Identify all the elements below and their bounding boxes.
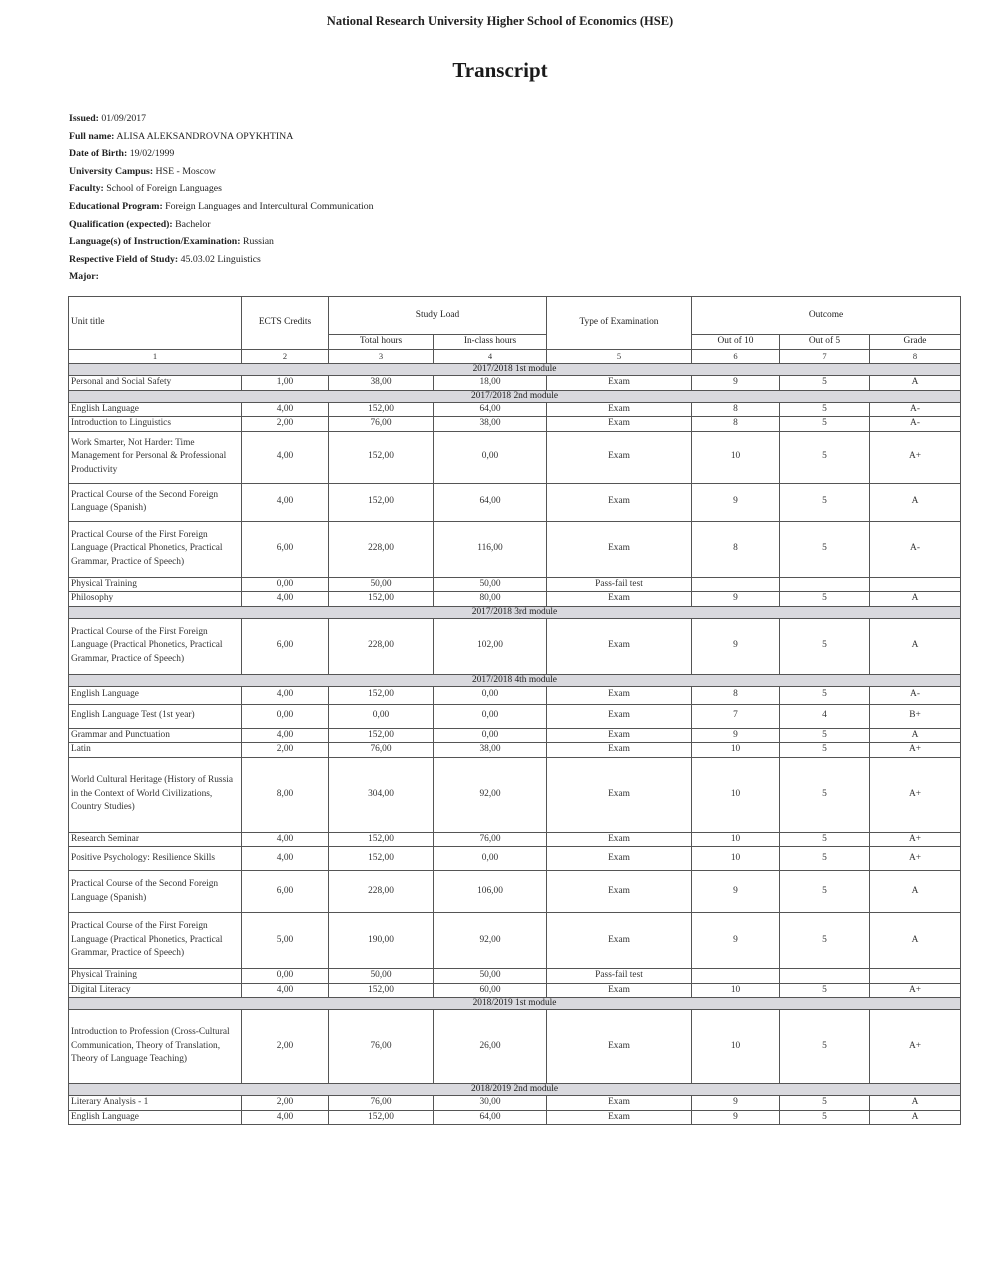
module-title: 2017/2018 1st module [69,364,961,376]
module-header-row [69,606,961,618]
exam-type: Pass-fail test [547,577,692,592]
ects-credits: 1,00 [242,376,329,391]
score-out-of-5: 5 [780,402,870,417]
ects-credits: 0,00 [242,704,329,728]
total-hours: 76,00 [329,743,434,758]
score-out-of-5: 5 [780,1010,870,1084]
ects-credits: 6,00 [242,871,329,913]
column-number: 7 [780,349,870,364]
score-out-of-5 [780,969,870,984]
score-out-of-5 [780,577,870,592]
info-value: HSE - Moscow [155,165,216,177]
table-row [69,743,961,758]
module-title: 2018/2019 2nd module [69,1084,961,1096]
grade: A- [870,521,961,577]
ects-credits: 4,00 [242,686,329,704]
inclass-hours: 64,00 [434,402,547,417]
exam-type: Exam [547,1096,692,1111]
info-value: Bachelor [175,218,211,230]
ects-credits: 2,00 [242,1096,329,1111]
info-line [69,128,374,146]
grade [870,577,961,592]
exam-type: Exam [547,1010,692,1084]
grade: A [870,1110,961,1125]
grade: A [870,592,961,607]
score-out-of-5: 5 [780,521,870,577]
table-row [69,1110,961,1125]
module-header-row [69,390,961,402]
info-line [69,251,374,269]
total-hours: 304,00 [329,757,434,832]
grade: A [870,483,961,521]
score-out-of-5: 5 [780,1110,870,1125]
header-exam-type: Type of Examination [547,297,692,350]
exam-type: Exam [547,483,692,521]
total-hours: 152,00 [329,832,434,847]
unit-title: Research Seminar [69,832,242,847]
grade: A+ [870,983,961,998]
transcript-table [68,296,961,1125]
table-row [69,483,961,521]
grade: A- [870,402,961,417]
score-out-of-10: 9 [692,1110,780,1125]
ects-credits: 5,00 [242,913,329,969]
table-row [69,969,961,984]
grade: A+ [870,1010,961,1084]
info-label: Respective Field of Study: [69,253,179,265]
grade: A [870,376,961,391]
table-row [69,417,961,432]
exam-type: Exam [547,376,692,391]
exam-type: Exam [547,1110,692,1125]
ects-credits: 6,00 [242,618,329,674]
total-hours: 38,00 [329,376,434,391]
header-unit-title: Unit title [69,297,242,350]
info-label: Major: [69,271,99,283]
exam-type: Exam [547,832,692,847]
unit-title: English Language Test (1st year) [69,704,242,728]
exam-type: Exam [547,618,692,674]
score-out-of-10: 10 [692,743,780,758]
ects-credits: 4,00 [242,832,329,847]
score-out-of-5: 5 [780,592,870,607]
unit-title: Introduction to Linguistics [69,417,242,432]
module-header-row [69,998,961,1010]
table-row [69,983,961,998]
ects-credits: 4,00 [242,1110,329,1125]
inclass-hours: 64,00 [434,1110,547,1125]
exam-type: Exam [547,983,692,998]
column-number: 2 [242,349,329,364]
info-label: Full name: [69,130,115,142]
student-info [69,110,374,286]
exam-type: Exam [547,417,692,432]
score-out-of-5: 5 [780,431,870,483]
unit-title: Physical Training [69,969,242,984]
table-row [69,577,961,592]
info-line [69,110,374,128]
module-title: 2017/2018 2nd module [69,390,961,402]
unit-title: Digital Literacy [69,983,242,998]
score-out-of-5: 5 [780,728,870,743]
score-out-of-10: 8 [692,521,780,577]
table-row [69,521,961,577]
score-out-of-10: 7 [692,704,780,728]
grade: A+ [870,743,961,758]
unit-title: Literary Analysis - 1 [69,1096,242,1111]
total-hours: 228,00 [329,618,434,674]
table-row [69,402,961,417]
table-row [69,431,961,483]
score-out-of-10: 9 [692,618,780,674]
table-row [69,847,961,871]
table-row [69,704,961,728]
total-hours: 152,00 [329,983,434,998]
total-hours: 228,00 [329,871,434,913]
header-ects: ECTS Credits [242,297,329,350]
ects-credits: 0,00 [242,969,329,984]
inclass-hours: 0,00 [434,686,547,704]
exam-type: Exam [547,686,692,704]
inclass-hours: 30,00 [434,1096,547,1111]
column-number: 5 [547,349,692,364]
score-out-of-10: 9 [692,913,780,969]
table-row [69,686,961,704]
header-inclass-hours: In-class hours [434,335,547,350]
info-label: Faculty: [69,183,104,195]
total-hours: 76,00 [329,1010,434,1084]
header-grade: Grade [870,335,961,350]
ects-credits: 4,00 [242,483,329,521]
module-header-row [69,1084,961,1096]
column-number: 8 [870,349,961,364]
ects-credits: 4,00 [242,592,329,607]
column-number: 6 [692,349,780,364]
score-out-of-10: 10 [692,757,780,832]
score-out-of-10: 10 [692,983,780,998]
unit-title: World Cultural Heritage (History of Russia in the Context of World Civilizations, Country Studies) [69,757,242,832]
unit-title: Positive Psychology: Resilience Skills [69,847,242,871]
score-out-of-5: 5 [780,618,870,674]
score-out-of-5: 5 [780,417,870,432]
score-out-of-10: 8 [692,417,780,432]
total-hours: 152,00 [329,1110,434,1125]
unit-title: English Language [69,686,242,704]
column-numbers-row [69,349,961,364]
info-label: University Campus: [69,165,154,177]
inclass-hours: 116,00 [434,521,547,577]
grade: A [870,913,961,969]
score-out-of-10: 8 [692,686,780,704]
inclass-hours: 60,00 [434,983,547,998]
grade: A+ [870,757,961,832]
unit-title: Practical Course of the Second Foreign Language (Spanish) [69,871,242,913]
module-title: 2017/2018 4th module [69,674,961,686]
score-out-of-10: 9 [692,728,780,743]
total-hours: 76,00 [329,1096,434,1111]
inclass-hours: 50,00 [434,577,547,592]
column-number: 4 [434,349,547,364]
score-out-of-5: 5 [780,832,870,847]
info-line [69,216,374,234]
inclass-hours: 0,00 [434,431,547,483]
info-line [69,233,374,251]
grade: A+ [870,832,961,847]
info-label: Language(s) of Instruction/Examination: [69,236,241,248]
ects-credits: 2,00 [242,743,329,758]
score-out-of-10 [692,577,780,592]
total-hours: 0,00 [329,704,434,728]
inclass-hours: 38,00 [434,417,547,432]
ects-credits: 2,00 [242,417,329,432]
exam-type: Exam [547,704,692,728]
info-label: Educational Program: [69,200,163,212]
table-row [69,871,961,913]
unit-title: Practical Course of the Second Foreign Language (Spanish) [69,483,242,521]
grade: A [870,871,961,913]
info-value: 19/02/1999 [129,148,175,160]
exam-type: Exam [547,431,692,483]
column-number: 3 [329,349,434,364]
total-hours: 76,00 [329,417,434,432]
ects-credits: 4,00 [242,847,329,871]
module-header-row [69,674,961,686]
inclass-hours: 0,00 [434,704,547,728]
score-out-of-10: 10 [692,847,780,871]
info-value: School of Foreign Languages [106,183,222,195]
ects-credits: 8,00 [242,757,329,832]
score-out-of-5: 5 [780,1096,870,1111]
score-out-of-5: 5 [780,913,870,969]
ects-credits: 6,00 [242,521,329,577]
unit-title: Grammar and Punctuation [69,728,242,743]
grade: A- [870,686,961,704]
grade: A [870,1096,961,1111]
table-row [69,728,961,743]
inclass-hours: 76,00 [434,832,547,847]
inclass-hours: 102,00 [434,618,547,674]
exam-type: Exam [547,871,692,913]
table-row [69,376,961,391]
unit-title: Physical Training [69,577,242,592]
unit-title: Latin [69,743,242,758]
total-hours: 152,00 [329,686,434,704]
score-out-of-5: 5 [780,376,870,391]
score-out-of-10: 10 [692,832,780,847]
inclass-hours: 18,00 [434,376,547,391]
university-name: National Research University Higher School of Economics (HSE) [326,14,674,28]
score-out-of-10: 9 [692,592,780,607]
unit-title: English Language [69,1110,242,1125]
score-out-of-10: 9 [692,1096,780,1111]
table-row [69,618,961,674]
grade: A [870,728,961,743]
grade: A- [870,417,961,432]
module-header-row [69,364,961,376]
info-value: 45.03.02 Linguistics [180,253,261,265]
unit-title: Philosophy [69,592,242,607]
total-hours: 152,00 [329,728,434,743]
inclass-hours: 0,00 [434,847,547,871]
total-hours: 152,00 [329,592,434,607]
ects-credits: 4,00 [242,983,329,998]
exam-type: Exam [547,757,692,832]
unit-title: English Language [69,402,242,417]
score-out-of-10: 10 [692,431,780,483]
score-out-of-5: 5 [780,483,870,521]
score-out-of-5: 5 [780,686,870,704]
info-value: Foreign Languages and Intercultural Communication [165,200,374,212]
info-line [69,145,374,163]
table-row [69,592,961,607]
info-value: 01/09/2017 [101,113,147,124]
ects-credits: 4,00 [242,431,329,483]
exam-type: Exam [547,402,692,417]
score-out-of-5: 5 [780,757,870,832]
unit-title: Practical Course of the First Foreign Language (Practical Phonetics, Practical Grammar, Practice of Speech) [69,618,242,674]
total-hours: 152,00 [329,483,434,521]
inclass-hours: 38,00 [434,743,547,758]
table-row [69,1096,961,1111]
unit-title: Practical Course of the First Foreign Language (Practical Phonetics, Practical Grammar, Practice of Speech) [69,913,242,969]
inclass-hours: 26,00 [434,1010,547,1084]
document-title: Transcript [452,58,548,82]
info-label: Qualification (expected): [69,218,173,230]
exam-type: Pass-fail test [547,969,692,984]
exam-type: Exam [547,728,692,743]
unit-title: Practical Course of the First Foreign Language (Practical Phonetics, Practical Grammar, Practice of Speech) [69,521,242,577]
table-row [69,913,961,969]
grade: A+ [870,431,961,483]
exam-type: Exam [547,592,692,607]
total-hours: 190,00 [329,913,434,969]
info-line [69,180,374,198]
column-number: 1 [69,349,242,364]
total-hours: 50,00 [329,969,434,984]
score-out-of-5: 5 [780,847,870,871]
grade [870,969,961,984]
info-line [69,163,374,181]
exam-type: Exam [547,521,692,577]
grade: A [870,618,961,674]
module-title: 2017/2018 3rd module [69,606,961,618]
ects-credits: 4,00 [242,402,329,417]
table-row [69,832,961,847]
info-value: ALISA ALEKSANDROVNA OPYKHTINA [116,130,294,142]
ects-credits: 0,00 [242,577,329,592]
inclass-hours: 106,00 [434,871,547,913]
score-out-of-5: 5 [780,871,870,913]
inclass-hours: 64,00 [434,483,547,521]
module-title: 2018/2019 1st module [69,998,961,1010]
total-hours: 152,00 [329,431,434,483]
inclass-hours: 50,00 [434,969,547,984]
inclass-hours: 92,00 [434,757,547,832]
score-out-of-10: 9 [692,376,780,391]
inclass-hours: 92,00 [434,913,547,969]
exam-type: Exam [547,913,692,969]
header-out-of-10: Out of 10 [692,335,780,350]
inclass-hours: 0,00 [434,728,547,743]
score-out-of-10 [692,969,780,984]
exam-type: Exam [547,743,692,758]
info-value: Russian [242,236,274,248]
ects-credits: 2,00 [242,1010,329,1084]
grade: A+ [870,847,961,871]
grade: B+ [870,704,961,728]
header-out-of-5: Out of 5 [780,335,870,350]
unit-title: Introduction to Profession (Cross-Cultural Communication, Theory of Translation, Theory of Language Teaching) [69,1010,242,1084]
unit-title: Work Smarter, Not Harder: Time Management for Personal & Professional Productivity [69,431,242,483]
inclass-hours: 80,00 [434,592,547,607]
unit-title: Personal and Social Safety [69,376,242,391]
table-row [69,1010,961,1084]
score-out-of-5: 5 [780,983,870,998]
total-hours: 152,00 [329,847,434,871]
info-label: Date of Birth: [69,148,128,160]
score-out-of-10: 9 [692,483,780,521]
score-out-of-10: 9 [692,871,780,913]
score-out-of-5: 5 [780,743,870,758]
score-out-of-10: 10 [692,1010,780,1084]
info-line [69,198,374,216]
exam-type: Exam [547,847,692,871]
table-row [69,757,961,832]
score-out-of-5: 4 [780,704,870,728]
info-line [69,268,374,286]
header-outcome: Outcome [692,297,961,335]
ects-credits: 4,00 [242,728,329,743]
header-total-hours: Total hours [329,335,434,350]
total-hours: 50,00 [329,577,434,592]
total-hours: 228,00 [329,521,434,577]
info-label: Issued: [69,113,99,124]
total-hours: 152,00 [329,402,434,417]
score-out-of-10: 8 [692,402,780,417]
header-study-load: Study Load [329,297,547,335]
